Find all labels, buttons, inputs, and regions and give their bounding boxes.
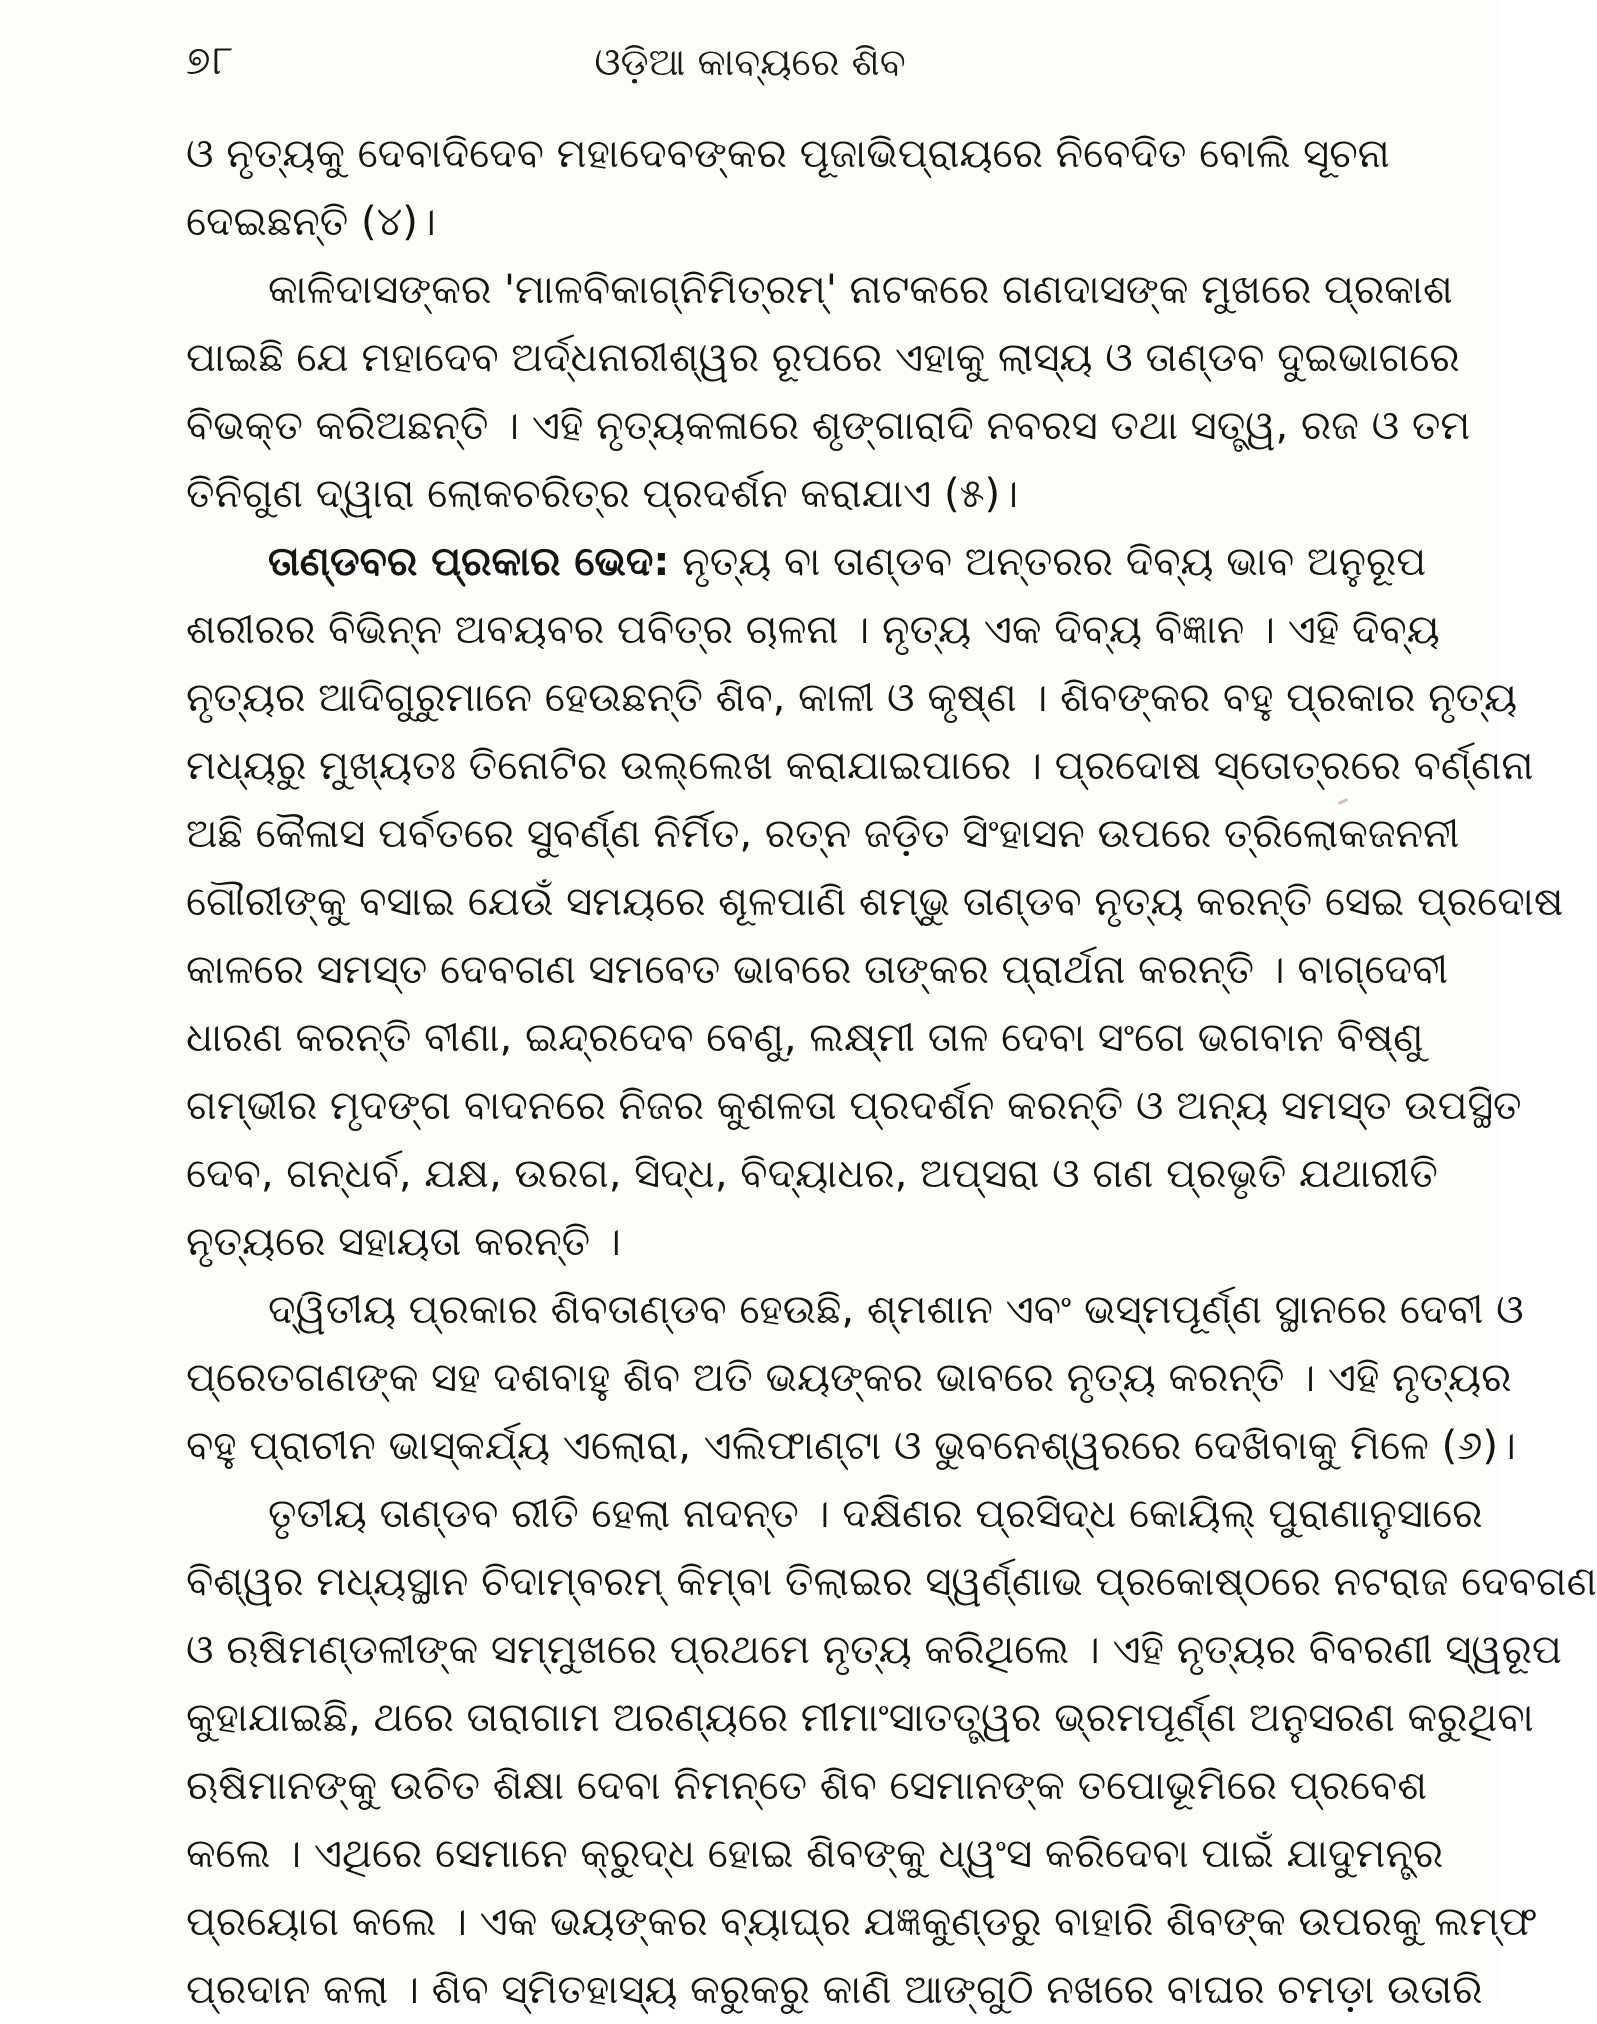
text-line: ବହୁ ପ୍ରାଚୀନ ଭାସ୍କର୍ଯ୍ୟ ଏଲୋରା, ଏଲିଫାଣ୍ଟା ଓ ଭୁବନେଶ୍ୱରରେ ଦେଖିବାକୁ ମିଳେ (୬)। <box>186 1423 1516 1469</box>
section-heading: ତାଣ୍ଡବର ପ୍ରକାର ଭେଦ: <box>268 539 670 585</box>
text-line: ଦେବ, ଗନ୍ଧର୍ବ, ଯକ୍ଷ, ଉରଗ, ସିଦ୍ଧ, ବିଦ୍ୟାଧର, ଅପ୍‌ସରା ଓ ଗଣ ପ୍ରଭୃତି ଯଥାରୀତି <box>186 1151 1438 1197</box>
text-line: ବିଶ୍ୱର ମଧ୍ୟସ୍ଥାନ ଚିଦାମ୍ବରମ୍ କିମ୍ବା ତିଲାଇର ସ୍ୱର୍ଣ୍ଣାଭ ପ୍ରକୋଷ୍ଠରେ ନଟରାଜ ଦେବଗଣ <box>186 1559 1597 1605</box>
text-line: ମଧ୍ୟରୁ ମୁଖ୍ୟତଃ ତିନୋଟିର ଉଲ୍ଲେଖ କରାଯାଇପାରେ । ପ୍ରଦୋଷ ସ୍ତୋତ୍ରରେ ବର୍ଣ୍ଣନା <box>186 743 1534 789</box>
text-line: ଓ ଋଷିମଣ୍ଡଳୀଙ୍କ ସମ୍ମୁଖରେ ପ୍ରଥମେ ନୃତ୍ୟ କରିଥିଲେ । ଏହି ନୃତ୍ୟର ବିବରଣୀ ସ୍ୱରୂପ <box>186 1627 1562 1673</box>
text-line: କୁହାଯାଇଛି, ଥରେ ତାରାଗାମ ଅରଣ୍ୟରେ ମୀମାଂସାତତ୍ତ୍ୱର ଭ୍ରମପୂର୍ଣ୍ଣ ଅନୁସରଣ କରୁଥିବା <box>186 1695 1534 1741</box>
text-line-with-heading <box>186 528 1427 596</box>
text-line: ପାଇଛି ଯେ ମହାଦେବ ଅର୍ଦ୍ଧନାରୀଶ୍ୱର ରୂପରେ ଏହାକୁ ଲାସ୍ୟ ଓ ତାଣ୍ଡବ ଦୁଇଭାଗରେ <box>186 335 1460 381</box>
text-line: ଶରୀରର ବିଭିନ୍ନ ଅବୟବର ପବିତ୍ର ଚାଳନା । ନୃତ୍ୟ ଏକ ଦିବ୍ୟ ବିଜ୍ଞାନ । ଏହି ଦିବ୍ୟ <box>186 607 1440 653</box>
page-number: ୭୮ <box>186 38 236 84</box>
text-line: ଦ୍ୱିତୀୟ ପ୍ରକାର ଶିବତାଣ୍ଡବ ହେଉଛି, ଶ୍ମଶାନ ଏବଂ ଭସ୍ମପୂର୍ଣ୍ଣ ସ୍ଥାନରେ ଦେବୀ ଓ <box>268 1287 1524 1333</box>
body-text <box>186 120 1597 2024</box>
text-line: ନୃତ୍ୟର ଆଦିଗୁରୁମାନେ ହେଉଛନ୍ତି ଶିବ, କାଳୀ ଓ କୃଷ୍ଣ । ଶିବଙ୍କର ବହୁ ପ୍ରକାର ନୃତ୍ୟ <box>186 675 1518 721</box>
running-title: ଓଡ଼ିଆ କାବ୍ୟରେ ଶିବ <box>594 40 906 84</box>
text-line: ବିଭକ୍ତ କରିଅଛନ୍ତି । ଏହି ନୃତ୍ୟକଳାରେ ଶୃଙ୍ଗାରାଦି ନବରସ ତଥା ସତ୍ତ୍ୱ, ରଜ ଓ ତମ <box>186 403 1471 449</box>
text-line: କାଳିଦାସଙ୍କର 'ମାଳବିକାଗ୍ନିମିତ୍ରମ୍' ନାଟକରେ ଗଣଦାସଙ୍କ ମୁଖରେ ପ୍ରକାଶ <box>268 267 1453 313</box>
ink-speck <box>1338 798 1348 805</box>
text-line: ଧାରଣ କରନ୍ତି ବୀଣା, ଇନ୍ଦ୍ରଦେବ ବେଣୁ, ଲକ୍ଷ୍ମୀ ତାଳ ଦେବା ସଂଗେ ଭଗବାନ ବିଷ୍ଣୁ <box>186 1015 1424 1061</box>
text-line: କାଳରେ ସମସ୍ତ ଦେବଗଣ ସମବେତ ଭାବରେ ତାଙ୍କର ପ୍ରାର୍ଥନା କରନ୍ତି । ବାଗ୍‌ଦେବୀ <box>186 947 1449 993</box>
text-line: ଋଷିମାନଙ୍କୁ ଉଚିତ ଶିକ୍ଷା ଦେବା ନିମନ୍ତେ ଶିବ ସେମାନଙ୍କ ତପୋଭୂମିରେ ପ୍ରବେଶ <box>186 1763 1427 1809</box>
text-line: ତିନିଗୁଣ ଦ୍ୱାରା ଲୋକଚରିତ୍ର ପ୍ରଦର୍ଶନ କରାଯାଏ (୫)। <box>186 471 1019 517</box>
text-line: ଗମ୍ଭୀର ମୃଦଙ୍ଗ ବାଦନରେ ନିଜର କୁଶଳତା ପ୍ରଦର୍ଶନ କରନ୍ତି ଓ ଅନ୍ୟ ସମସ୍ତ ଉପସ୍ଥିତ <box>186 1083 1522 1129</box>
text-line: ଦେଇଛନ୍ତି (୪)। <box>186 199 436 245</box>
text-line: ପ୍ରୟୋଗ କଲେ । ଏକ ଭୟଙ୍କର ବ୍ୟାଘ୍ର ଯଜ୍ଞକୁଣ୍ଡରୁ ବାହାରି ଶିବଙ୍କ ଉପରକୁ ଲମ୍ଫ <box>186 1899 1538 1945</box>
text-line: ଅଛି କୈଳାସ ପର୍ବତରେ ସୁବର୍ଣ୍ଣ ନିର୍ମିତ, ରତ୍ନ ଜଡ଼ିତ ସିଂହାସନ ଉପରେ ତ୍ରିଲୋକଜନନୀ <box>186 811 1460 857</box>
text-line: ତୃତୀୟ ତାଣ୍ଡବ ରୀତି ହେଲା ନାଦନ୍ତ । ଦକ୍ଷିଣର ପ୍ରସିଦ୍ଧ କୋୟିଲ୍ ପୁରାଣାନୁସାରେ <box>268 1491 1483 1537</box>
text-line: ପ୍ରେତଗଣଙ୍କ ସହ ଦଶବାହୁ ଶିବ ଅତି ଭୟଙ୍କର ଭାବରେ ନୃତ୍ୟ କରନ୍ତି । ଏହି ନୃତ୍ୟର <box>186 1355 1512 1401</box>
text-line: ଓ ନୃତ୍ୟକୁ ଦେବାଦିଦେବ ମହାଦେବଙ୍କର ପୂଜାଭିପ୍ରାୟରେ ନିବେଦିତ ବୋଲି ସୂଚନା <box>186 131 1390 177</box>
text-line: ନୃତ୍ୟରେ ସହାୟତା କରନ୍ତି । <box>186 1219 621 1265</box>
text-line: କଲେ । ଏଥିରେ ସେମାନେ କ୍ରୁଦ୍ଧ ହୋଇ ଶିବଙ୍କୁ ଧ୍ୱଂସ କରିଦେବା ପାଇଁ ଯାଦୁମନ୍ତ୍ର <box>186 1831 1444 1877</box>
text-line: ଗୌରୀଙ୍କୁ ବସାଇ ଯେଉଁ ସମୟରେ ଶୂଳପାଣି ଶମ୍ଭୁ ତାଣ୍ଡବ ନୃତ୍ୟ କରନ୍ତି ସେଇ ପ୍ରଦୋଷ <box>186 879 1564 925</box>
text-line: ପ୍ରଦାନ କଲା । ଶିବ ସ୍ମିତହାସ୍ୟ କରୁକରୁ କାଣି ଆଙ୍ଗୁଠି ନଖରେ ବାଘର ଚମଡ଼ା ଉତାରି <box>186 1967 1483 2013</box>
text-line-remainder: ନୃତ୍ୟ ବା ତାଣ୍ଡବ ଅନ୍ତରର ଦିବ୍ୟ ଭାବ ଅନୁରୂପ <box>682 539 1427 585</box>
